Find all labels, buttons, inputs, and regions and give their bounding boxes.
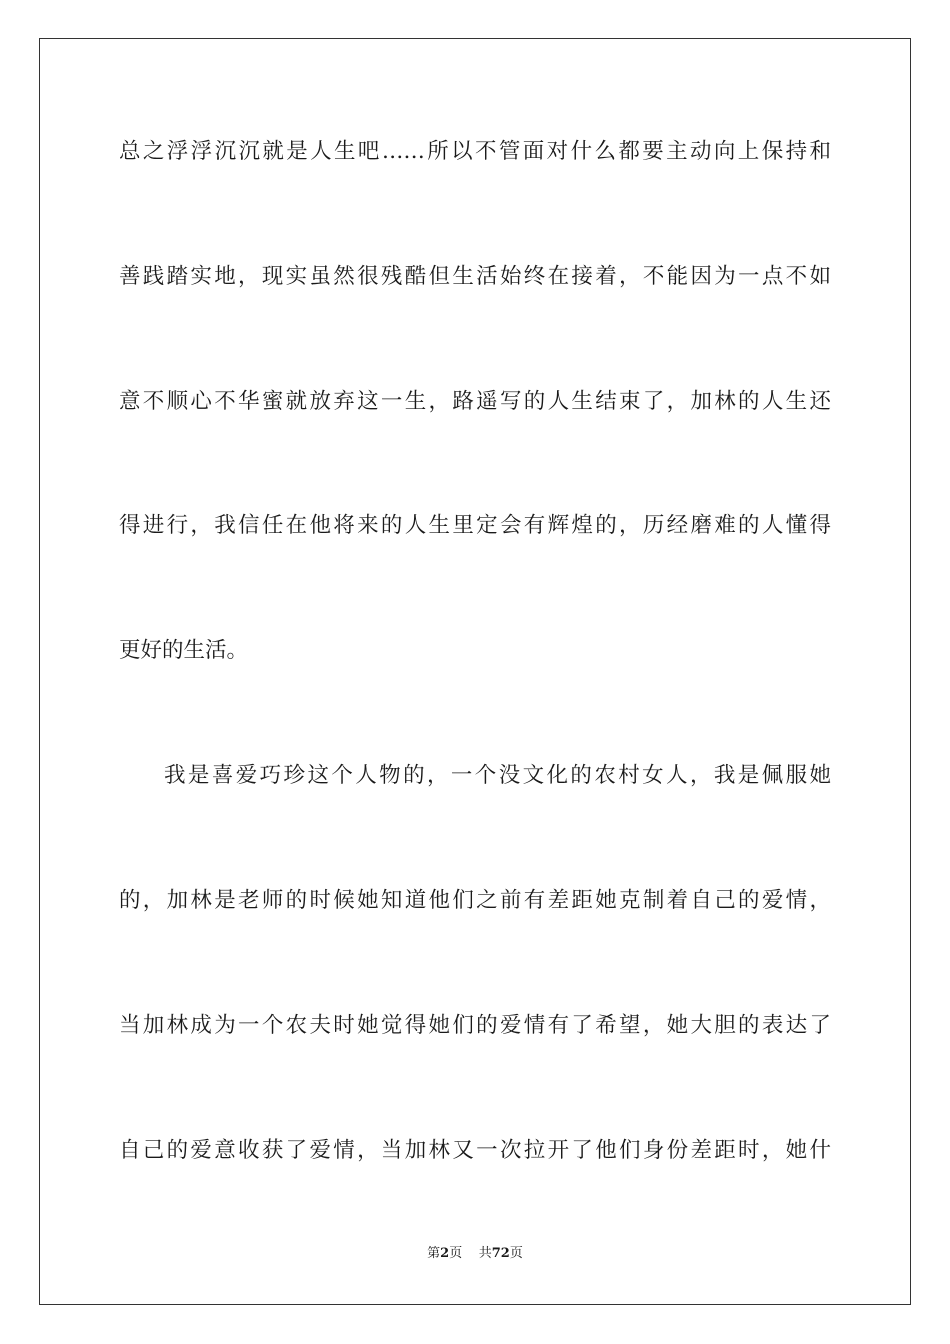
page-frame [39, 38, 911, 1305]
text-line: 我是喜爱巧珍这个人物的，一个没文化的农村女人，我是佩服她 [164, 763, 831, 788]
text-line: 得进行，我信任在他将来的人生里定会有辉煌的，历经磨难的人懂得 [119, 513, 831, 538]
page-footer [0, 1245, 950, 1263]
page-suffix: 页 [449, 1246, 463, 1261]
total-pages: 72 [491, 1246, 510, 1261]
text-line: 善践踏实地，现实虽然很残酷但生活始终在接着，不能因为一点不如 [119, 264, 831, 289]
text-line: 自己的爱意收获了爱情，当加林又一次拉开了他们身份差距时，她什 [119, 1138, 831, 1163]
text-line: 意不顺心不华蜜就放弃这一生，路遥写的人生结束了，加林的人生还 [119, 389, 831, 414]
text-line: 的，加林是老师的时候她知道他们之前有差距她克制着自己的爱情， [119, 888, 831, 913]
total-suffix: 页 [509, 1246, 523, 1261]
page-number: 2 [440, 1246, 450, 1261]
text-line: 总之浮浮沉沉就是人生吧……所以不管面对什么都要主动向上保持和 [119, 139, 831, 164]
text-line: 当加林成为一个农夫时她觉得她们的爱情有了希望，她大胆的表达了 [119, 1013, 831, 1038]
page-prefix: 第 [427, 1246, 441, 1261]
total-prefix: 共 [478, 1246, 492, 1261]
text-line: 更好的生活。 [119, 638, 249, 663]
